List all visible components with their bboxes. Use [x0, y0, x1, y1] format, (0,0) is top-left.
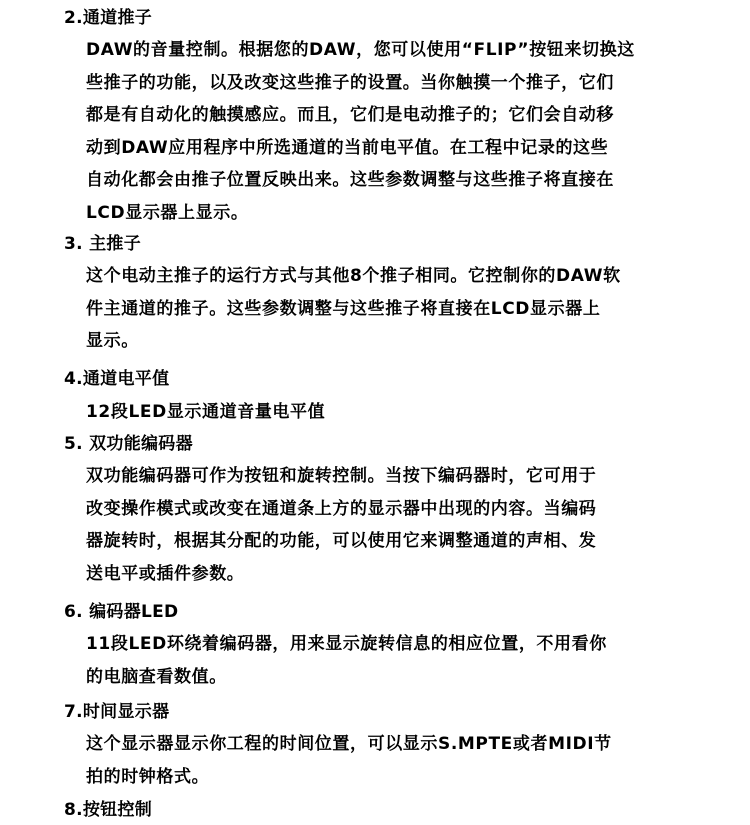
section-paragraph [86, 260, 686, 358]
section-paragraph [86, 34, 686, 230]
paragraph-line: 都是有自动化的触摸感应。而且，它们是电动推子的；它们会自动移 [86, 105, 614, 126]
section-paragraph [86, 628, 686, 693]
paragraph-line: 的电脑查看数值。 [86, 666, 227, 687]
paragraph-line: 这个电动主推子的运行方式与其他8个推子相同。它控制你的DAW软 [86, 266, 621, 286]
section-heading: 4.通道电平值 [64, 369, 170, 389]
paragraph-line: 些推子的功能，以及改变这些推子的设置。当你触摸一个推子，它们 [86, 72, 614, 93]
section-paragraph [86, 460, 686, 590]
paragraph-line: DAW的音量控制。根据您的DAW，您可以使用“FLIP”按钮来切换这 [86, 40, 635, 60]
section-heading: 8.按钮控制 [64, 800, 153, 820]
paragraph-line: 这个显示器显示你工程的时间位置，可以显示S.MPTE或者MIDI节 [86, 734, 612, 754]
paragraph-line: 显示。 [86, 331, 139, 352]
paragraph-line: 动到DAW应用程序中所选通道的当前电平值。在工程中记录的这些 [86, 137, 609, 158]
paragraph-line: LCD显示器上显示。 [86, 202, 249, 223]
paragraph-line: 自动化都会由推子位置反映出来。这些参数调整与这些推子将直接在 [86, 170, 614, 191]
section-heading: 6. 编码器LED [64, 602, 179, 622]
section-heading: 7.时间显示器 [64, 702, 170, 722]
paragraph-line: 件主通道的推子。这些参数调整与这些推子将直接在LCD显示器上 [86, 298, 601, 319]
paragraph-line: 12段LED显示通道音量电平值 [86, 402, 326, 422]
section-heading: 2.通道推子 [64, 8, 153, 28]
section-heading: 3. 主推子 [64, 234, 142, 254]
section-heading: 5. 双功能编码器 [64, 434, 193, 454]
paragraph-line: 11段LED环绕着编码器，用来显示旋转信息的相应位置，不用看你 [86, 634, 607, 654]
paragraph-line: 双功能编码器可作为按钮和旋转控制。当按下编码器时，它可用于 [86, 466, 597, 486]
paragraph-line: 拍的时钟格式。 [86, 766, 210, 787]
paragraph-line: 送电平或插件参数。 [86, 563, 245, 584]
paragraph-line: 器旋转时，根据其分配的功能，可以使用它来调整通道的声相、发 [86, 531, 597, 552]
paragraph-line: 改变操作模式或改变在通道条上方的显示器中出现的内容。当编码 [86, 498, 597, 519]
section-paragraph [86, 396, 686, 429]
section-paragraph [86, 728, 686, 793]
